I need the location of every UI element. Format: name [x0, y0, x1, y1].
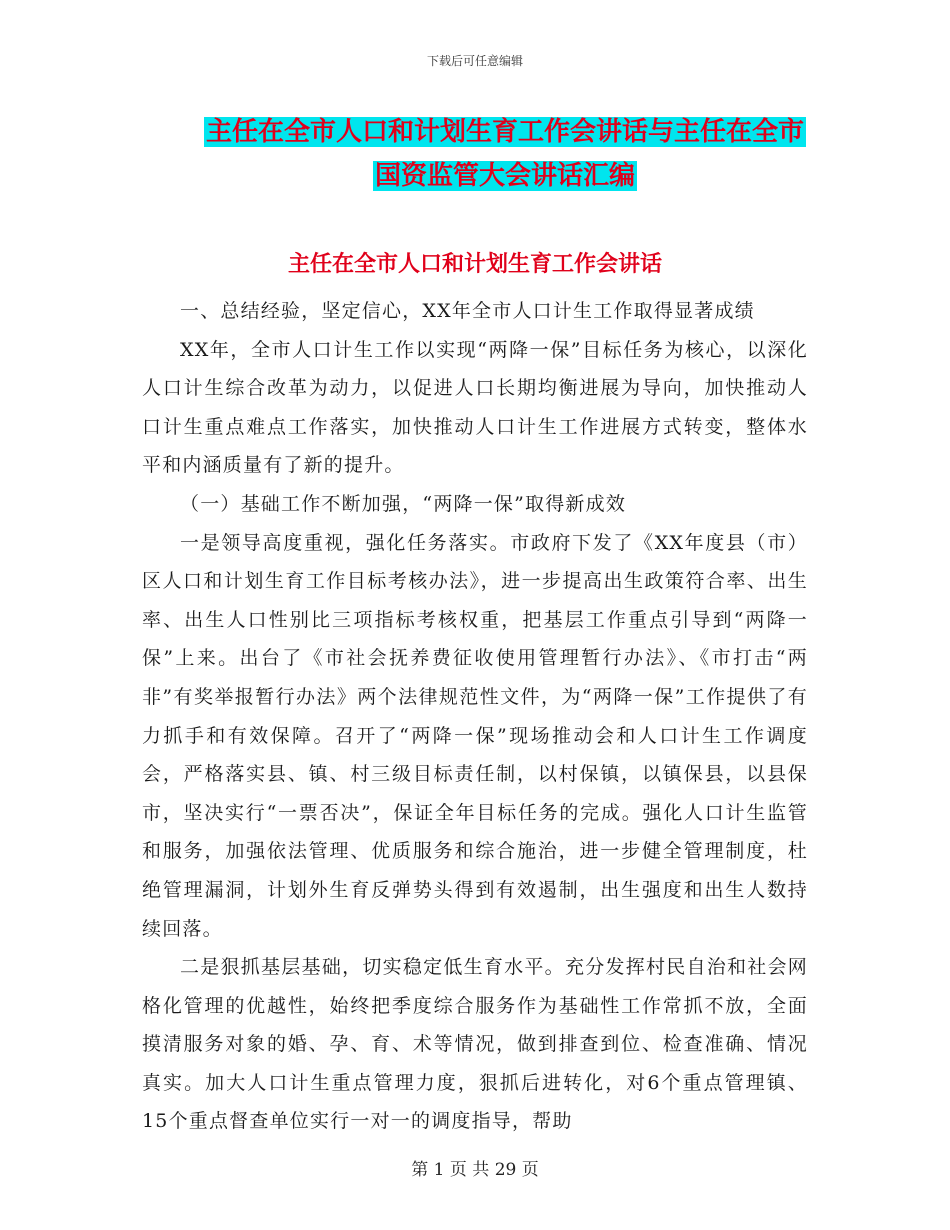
page-footer: 第 1 页 共 29 页 — [411, 1160, 539, 1180]
header-note: 下载后可任意编辑 — [426, 54, 523, 68]
paragraph-subheading: （一）基础工作不断加强，“两降一保”取得新成效 — [180, 492, 627, 515]
section-title: 主任在全市人口和计划生育工作会讲话 — [287, 252, 662, 277]
paragraph: 二是狠抓基层基础，切实稳定低生育水平。充分发挥村民自治和社会网格化管理的优越性，始终把季度综合服务作为基础性工作常抓不放，全面摸清服务对象的婚、孕、育、术等情况，做到排查到位、检查准确、情况真实。加大人口计生重点管理力度，狠抓后进转化，对6个重点管理镇、15个重点督查单位实行一对一的调度指导，帮助 — [142, 956, 808, 1133]
document-title — [195, 110, 815, 198]
paragraph: 一是领导高度重视，强化任务落实。市政府下发了《XX年度县（市）区人口和计划生育工作目标考核办法》，进一步提高出生政策符合率、出生率、出生人口性别比三项指标考核权重，把基层工作重点引导到“两降一保”上来。出台了《市社会抚养费征收使用管理暂行办法》、《市打击“两非”有奖举报暂行办法》两个法律规范性文件，为“两降一保”工作提供了有力抓手和有效保障。召开了“两降一保”现场推动会和人口计生工作调度会，严格落实县、镇、村三级目标责任制，以村保镇，以镇保县，以县保市，坚决实行“一票否决”，保证全年目标任务的完成。强化人口计生监管和服务，加强依法管理、优质服务和综合施治，进一步健全管理制度，杜绝管理漏洞，计划外生育反弹势头得到有效遏制，出生强度和出生人数持续回落。 — [142, 531, 808, 940]
document-title-line-1: 主任在全市人口和计划生育工作会讲话与主任在全市 — [205, 117, 804, 147]
paragraph: XX年，全市人口计生工作以实现“两降一保”目标任务为核心，以深化人口计生综合改革为动力，以促进人口长期均衡进展为导向，加快推动人口计生重点难点工作落实，加快推动人口计生工作进展方式转变，整体水平和内涵质量有了新的提升。 — [142, 338, 808, 477]
document-title-line-2: 国资监管大会讲话汇编 — [374, 161, 635, 191]
paragraph-heading-1: 一、总结经验，坚定信心，XX年全市人口计生工作取得显著成绩 — [180, 300, 755, 322]
body-text — [142, 292, 808, 1141]
